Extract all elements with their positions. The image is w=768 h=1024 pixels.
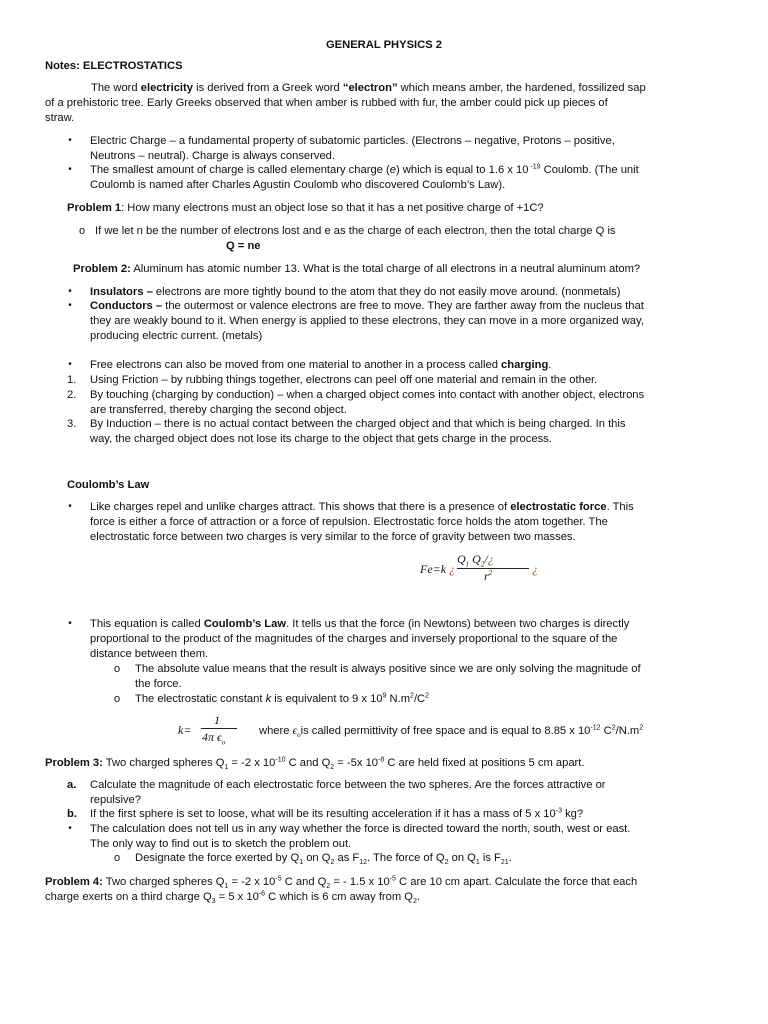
circle-bullet-icon: o xyxy=(79,225,86,237)
charging-item-2-line-2: are transferred, thereby charging the second object. xyxy=(90,404,347,416)
coulomb-b2-line-1 xyxy=(90,617,629,632)
text-span: is F xyxy=(479,852,501,864)
text-span: Two charged spheres Q xyxy=(102,757,225,769)
text-span: = -5x 10 xyxy=(334,757,379,769)
charging-item-1: Using Friction – by rubbing things together, electrons can peel off one material and remain in the other. xyxy=(90,374,598,386)
eq-placeholder: ¿ xyxy=(487,552,494,566)
intro-line-2: of a prehistoric tree. Early Greeks observed that when amber is rubbed with fur, the amber could pick up pieces of xyxy=(45,97,608,109)
text-span: /C xyxy=(413,693,426,705)
coulomb-b2-line-3: distance between them. xyxy=(90,648,209,660)
problem-3b xyxy=(90,807,583,822)
conductors-line-1 xyxy=(90,299,644,314)
problem-3a-line-2: repulsive? xyxy=(90,794,141,806)
coulomb-sub-2 xyxy=(135,692,429,707)
subscript: 2 xyxy=(444,859,449,867)
list-letter: a. xyxy=(67,779,77,791)
subscript: 12 xyxy=(359,859,368,867)
k-equation xyxy=(178,713,248,747)
insulators-label: Insulators – xyxy=(90,286,153,298)
conductors-line-3: producing electric current. (metals) xyxy=(90,330,263,342)
eq-lhs: Fe=k xyxy=(420,562,447,576)
circle-bullet-icon: o xyxy=(114,852,121,864)
text-span: . The force of Q xyxy=(367,852,445,864)
intro-text: is derived from a Greek word xyxy=(193,82,343,94)
text-span: This equation is called xyxy=(90,618,204,630)
subscript: 1 xyxy=(224,883,229,891)
bullet-icon: • xyxy=(68,823,72,834)
intro-text: which means amber, the hardened, fossilized sap xyxy=(397,82,646,94)
text-span: Two charged spheres Q xyxy=(102,876,225,888)
formula-q-ne: Q = ne xyxy=(226,240,261,252)
insulators-line xyxy=(90,285,620,300)
bullet-icon: • xyxy=(68,300,72,311)
symbol-k: k xyxy=(265,693,272,705)
symbol-e: e xyxy=(389,164,396,176)
k-denominator xyxy=(202,730,225,745)
eq-numerator xyxy=(457,552,527,567)
text-span: C which is 6 cm away from Q xyxy=(265,891,414,903)
text-span: charge exerts on a third charge Q xyxy=(45,891,212,903)
text-span: = 5 x 10 xyxy=(215,891,259,903)
text-span: = -2 x 10 xyxy=(228,876,276,888)
text-span: kg? xyxy=(561,808,584,820)
text-span: C and Q xyxy=(281,876,327,888)
problem-1 xyxy=(67,201,544,216)
symbol-epsilon: ϵ xyxy=(292,725,298,737)
eq-q2: Q xyxy=(472,552,481,566)
k-lhs: k= xyxy=(178,723,192,737)
bullet-icon: • xyxy=(68,135,72,146)
list-number: 2. xyxy=(67,389,77,401)
subscript: o xyxy=(297,731,301,740)
exponent: -10 xyxy=(275,756,286,764)
charge-bullet-1-line-2: Neutrons – neutral). Charge is always conserved. xyxy=(90,150,335,162)
subscript: 1 xyxy=(465,560,470,569)
problem-2-label: Problem 2: xyxy=(73,263,131,275)
problem-1-text: : How many electrons must an object lose so that it has a net positive charge of +1C? xyxy=(121,202,544,214)
eq-placeholder: ¿ xyxy=(532,562,538,576)
charge-bullet-2-line-1 xyxy=(90,163,639,178)
text-span: . xyxy=(416,891,421,903)
insulators-text: electrons are more tightly bound to the atom that they do not easily move around. (nonmetals) xyxy=(152,286,621,298)
conductors-line-2: they are weakly bound to it. When energy is applied to these electrons, they can move in a more organized way, xyxy=(90,315,644,327)
text-span: ) which is equal to 1.6 x 10 xyxy=(395,164,529,176)
fraction-bar xyxy=(201,728,237,729)
eq-denominator xyxy=(484,569,492,584)
charge-bullet-2-line-2: Coulomb is named after Charles Agustin Coulomb who discovered Coulomb’s Law). xyxy=(90,179,506,191)
charging-intro xyxy=(90,358,551,373)
exponent: -5 xyxy=(389,875,396,883)
exponent: 2 xyxy=(410,692,414,700)
text-span: C are held fixed at positions 5 cm apart. xyxy=(384,757,585,769)
text-span: as F xyxy=(334,852,360,864)
k-4pi: 4π xyxy=(202,730,215,744)
text-span: . xyxy=(548,359,552,371)
subscript: 1 xyxy=(299,859,304,867)
list-letter: b. xyxy=(67,808,77,820)
text-span: Like charges repel and unlike charges attract. This shows that there is a presence of xyxy=(90,501,511,513)
exponent: -19 xyxy=(528,163,541,171)
text-span: where xyxy=(259,725,293,737)
intro-line-3: straw. xyxy=(45,112,75,124)
problem-4-line-2 xyxy=(45,890,420,905)
text-span: Coulomb. (The unit xyxy=(540,164,639,176)
notes-heading: Notes: ELECTROSTATICS xyxy=(45,60,183,72)
text-span: is called permittivity of free space and is equal to 8.85 x 10 xyxy=(300,725,591,737)
text-span: = -2 x 10 xyxy=(228,757,276,769)
charging-item-3-line-2: way, the charged object does not lose its charge to the object that gets charge in the process. xyxy=(90,433,552,445)
subscript: 2 xyxy=(326,883,331,891)
term-electricity: electricity xyxy=(140,82,193,94)
exponent: 2 xyxy=(639,724,644,732)
exponent: 9 xyxy=(382,692,387,700)
fraction-bar xyxy=(457,568,529,569)
text-span: The smallest amount of charge is called elementary charge ( xyxy=(90,164,390,176)
eq-slash: / xyxy=(484,552,488,566)
term-electrostatic-force: electrostatic force xyxy=(510,501,607,513)
text-span: The electrostatic constant xyxy=(135,693,266,705)
problem-3c-line-2: The only way to find out is to sketch the problem out. xyxy=(90,838,352,850)
exponent: 2 xyxy=(425,692,430,700)
exponent: -5 xyxy=(275,875,282,883)
text-span: . xyxy=(508,852,512,864)
text-span: /N.m xyxy=(615,725,640,737)
conductors-label: Conductors – xyxy=(90,300,163,312)
problem-3c-line-1: The calculation does not tell us in any way whether the force is directed toward the north, south, west or east. xyxy=(90,823,631,835)
subscript: 2 xyxy=(480,560,485,569)
subscript: 1 xyxy=(475,859,480,867)
permittivity-text xyxy=(259,724,643,739)
problem-3-sub xyxy=(135,851,512,866)
problem-3 xyxy=(45,756,585,771)
text-span: on Q xyxy=(448,852,476,864)
subscript: 1 xyxy=(224,764,229,772)
charging-item-2-line-1: By touching (charging by conduction) – when a charged object comes into contact with another object, electrons xyxy=(90,389,645,401)
k-epsilon: ϵ xyxy=(217,730,222,744)
eq-q1: Q xyxy=(457,552,466,566)
problem-3a-line-1: Calculate the magnitude of each electrostatic force between the two spheres. Are the forces attractive or xyxy=(90,779,606,791)
bullet-icon: • xyxy=(68,501,72,512)
term-coulombs-law: Coulomb’s Law xyxy=(203,618,287,630)
problem-4-line-1 xyxy=(45,875,637,890)
intro-text: The word xyxy=(91,82,141,94)
bullet-icon: • xyxy=(68,286,72,297)
problem-1-sub: If we let n be the number of electrons lost and e as the charge of each electron, then the total charge Q is xyxy=(95,225,616,237)
subscript: o xyxy=(221,738,226,747)
bullet-icon: • xyxy=(68,618,72,629)
subscript: 2 xyxy=(330,859,335,867)
exponent: -6 xyxy=(258,890,266,898)
coulomb-sub-1-line-1: The absolute value means that the result is always positive since we are only solving the magnitude of xyxy=(135,663,641,675)
problem-2 xyxy=(73,262,640,277)
conductors-text: the outermost or valence electrons are free to move. They are farther away from the nucleus that xyxy=(162,300,644,312)
problem-3-label: Problem 3: xyxy=(45,757,103,769)
bullet-icon: • xyxy=(68,359,72,370)
text-span: N.m xyxy=(386,693,411,705)
subscript: 21 xyxy=(500,859,509,867)
coulomb-heading: Coulomb’s Law xyxy=(67,479,150,491)
problem-2-text: Aluminum has atomic number 13. What is the total charge of all electrons in a neutral aluminum atom? xyxy=(130,263,641,275)
problem-1-label: Problem 1 xyxy=(67,202,122,214)
text-span: C and Q xyxy=(285,757,331,769)
k-numerator: 1 xyxy=(214,713,220,727)
text-span: . It tells us that the force (in Newtons) between two charges is directly xyxy=(286,618,630,630)
subscript: 2 xyxy=(330,764,335,772)
text-span: . This xyxy=(606,501,634,513)
coulomb-b1-line-2: force is either a force of attraction or a force of repulsion. Electrostatic force holds the atom together. The xyxy=(90,516,608,528)
coulomb-b2-line-2: proportional to the product of the magnitudes of the charges and inversely proportional to the square of the xyxy=(90,633,618,645)
page-title: GENERAL PHYSICS 2 xyxy=(325,39,443,51)
coulomb-equation xyxy=(420,552,540,586)
list-number: 1. xyxy=(67,374,77,386)
exponent: 2 xyxy=(488,569,493,577)
text-span: C are 10 cm apart. Calculate the force that each xyxy=(395,876,638,888)
charge-bullet-1-line-1: Electric Charge – a fundamental property of subatomic particles. (Electrons – negative, Protons – positive, xyxy=(90,135,615,147)
term-charging: charging xyxy=(501,359,549,371)
problem-4-label: Problem 4: xyxy=(45,876,103,888)
eq-placeholder: ¿ xyxy=(449,562,455,576)
circle-bullet-icon: o xyxy=(114,693,121,705)
text-span: Designate the force exerted by Q xyxy=(135,852,300,864)
bullet-icon: • xyxy=(68,164,72,175)
coulomb-b1-line-3: electrostatic force between two charges is very similar to the force of gravity between two masses. xyxy=(90,531,576,543)
intro-line-1 xyxy=(91,81,646,96)
text-span: Free electrons can also be moved from one material to another in a process called xyxy=(90,359,502,371)
subscript: 2 xyxy=(413,898,417,906)
text-span: If the first sphere is set to loose, what will be its resulting acceleration if it has a mass of 5 x 10 xyxy=(90,808,556,820)
exponent: -12 xyxy=(590,724,601,732)
subscript: 3 xyxy=(211,898,216,906)
coulomb-b1-line-1 xyxy=(90,500,634,515)
coulomb-sub-1-line-2: the force. xyxy=(135,678,182,690)
eq-r: r xyxy=(484,569,489,583)
text-span: = - 1.5 x 10 xyxy=(330,876,390,888)
exponent: -8 xyxy=(378,756,385,764)
circle-bullet-icon: o xyxy=(114,663,121,675)
text-span: is equivalent to 9 x 10 xyxy=(271,693,383,705)
charging-item-3-line-1: By Induction – there is no actual contact between the charged object and that which is being charged. In this xyxy=(90,418,626,430)
exponent: -3 xyxy=(555,807,562,815)
text-span: on Q xyxy=(303,852,331,864)
term-electron: “electron” xyxy=(342,82,398,94)
text-span: C xyxy=(600,725,612,737)
exponent: 2 xyxy=(611,724,616,732)
list-number: 3. xyxy=(67,418,77,430)
